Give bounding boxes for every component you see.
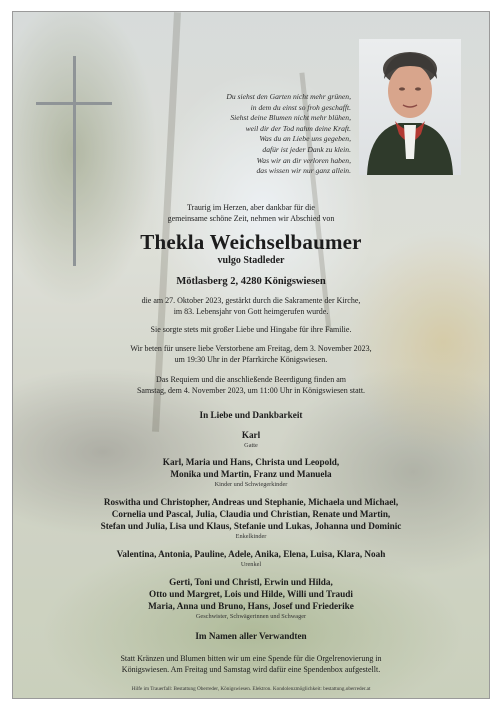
grandchildren-names: Roswitha und Christopher, Andreas und Stephanie, Michaela und Michael,: [103, 497, 399, 507]
poem-line: weil dir der Tod nahm deine Kraft.: [245, 123, 351, 133]
great-grandchildren-role: Urenkel: [240, 561, 262, 568]
cross-icon-bar: [36, 102, 112, 105]
mourners-heading: In Liebe und Dankbarkeit: [199, 410, 303, 420]
prayer-line: um 19:30 Uhr in der Pfarrkirche Königswiesen.: [174, 355, 328, 364]
siblings-names: Gerti, Toni und Christl, Erwin und Hilda,: [169, 577, 333, 587]
intro-line: Traurig im Herzen, aber dankbar für die: [187, 203, 315, 212]
poem-line: Du siehst den Garten nicht mehr grünen,: [226, 92, 351, 101]
great-grandchildren-names: Valentina, Antonia, Pauline, Adele, Anika, Elena, Luisa, Klara, Noah: [116, 549, 386, 559]
grandchildren-names: Stefan und Julia, Lisa und Klaus, Stefanie und Lukas, Johanna und Dominic: [100, 521, 402, 531]
memorial-poem: [151, 92, 351, 177]
poem-line: Was du an Liebe uns gegeben,: [259, 134, 351, 144]
grandchildren-role: Enkelkinder: [235, 533, 267, 540]
intro-line: gemeinsame schöne Zeit, nehmen wir Abschied von: [167, 214, 335, 223]
donation-line: Statt Kränzen und Blumen bitten wir um eine Spende für die Orgelrenovierung in: [120, 654, 382, 663]
requiem-line: Samstag, dem 4. November 2023, um 11:00 Uhr in Königswiesen statt.: [136, 386, 366, 395]
children-names: Monika und Martin, Franz und Manuela: [170, 469, 332, 479]
death-notice-line: im 83. Lebensjahr von Gott heimgerufen wurde.: [173, 307, 329, 316]
obituary-card: [12, 11, 490, 699]
spouse-role: Gatte: [244, 442, 258, 449]
relatives-line: Im Namen aller Verwandten: [195, 631, 307, 641]
deceased-name: Thekla Weichselbaumer: [140, 230, 362, 254]
requiem-line: Das Requiem und die anschließende Beerdigung finden am: [156, 375, 346, 384]
nickname: vulgo Stadleder: [217, 255, 285, 266]
care-sentence: Sie sorgte stets mit großer Liebe und Hingabe für ihre Familie.: [150, 325, 352, 334]
grandchildren-names: Cornelia und Pascal, Julia, Claudia und Christian, Renate und Martin,: [111, 509, 391, 519]
poem-line: das wissen wir nur ganz allein.: [256, 166, 351, 176]
funeral-home-footer: Hilfe im Trauerfall: Bestattung Oberreder, Königswiesen. Elektron. Kondolenzmöglichkeit: bestattung.oberreder.at: [131, 686, 371, 692]
siblings-names: Maria, Anna und Bruno, Hans, Josef und Friederike: [148, 601, 354, 611]
poem-line: Siehst deine Blumen nicht mehr blühen,: [230, 113, 351, 123]
children-names: Karl, Maria und Hans, Christa und Leopold,: [162, 457, 340, 467]
prayer-line: Wir beten für unsere liebe Verstorbene am Freitag, dem 3. November 2023,: [130, 344, 372, 353]
spouse-name: Karl: [241, 430, 261, 440]
portrait-photo: [359, 39, 461, 175]
donation-line: Königswiesen. Am Freitag und Samstag wird dafür eine Spendenbox aufgestellt.: [121, 665, 381, 674]
address: Mötlasberg 2, 4280 Königswiesen: [176, 276, 326, 287]
children-role: Kinder und Schwiegerkinder: [214, 481, 288, 488]
siblings-names: Otto und Margret, Lois und Hilde, Willi und Traudi: [149, 589, 353, 599]
death-notice-line: die am 27. Oktober 2023, gestärkt durch die Sakramente der Kirche,: [141, 296, 361, 305]
poem-line: Was wir an dir verloren haben,: [256, 155, 351, 165]
poem-line: in dem du einst so froh geschafft.: [250, 102, 351, 112]
siblings-role: Geschwister, Schwägerinnen und Schwager: [195, 613, 307, 620]
poem-line: dafür ist jeder Dank zu klein.: [262, 144, 351, 154]
